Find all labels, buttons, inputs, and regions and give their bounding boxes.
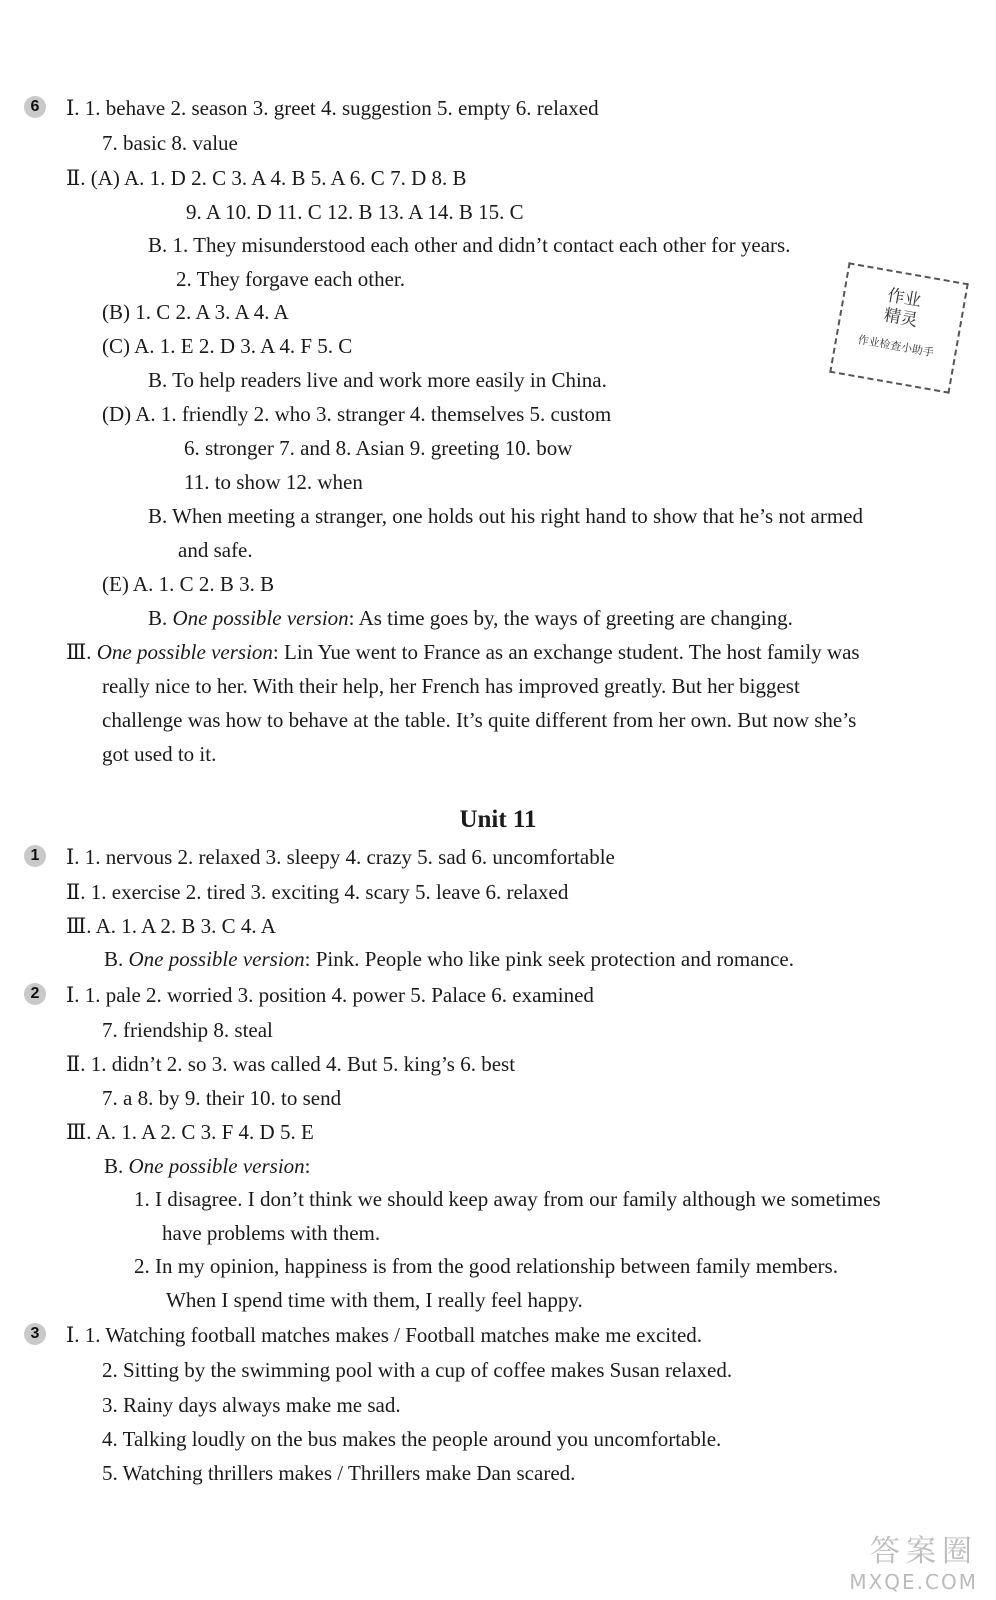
answer-line: got used to it. xyxy=(102,742,217,766)
answer-line: 7. basic 8. value xyxy=(102,131,238,155)
answer-line: 3. Rainy days always make me sad. xyxy=(102,1393,401,1417)
watermark-url: MXQE.COM xyxy=(849,1570,978,1594)
answer-line xyxy=(104,946,794,972)
answer-line: have problems with them. xyxy=(162,1221,381,1245)
answer-line: 6. stronger 7. and 8. Asian 9. greeting 10. bow xyxy=(184,436,573,460)
answer-line: When I spend time with them, I really feel happy. xyxy=(166,1288,583,1312)
watermark-logo xyxy=(849,1526,978,1594)
italic-label: One possible version xyxy=(128,947,305,971)
answer-line: B. To help readers live and work more easily in China. xyxy=(148,368,607,392)
answer-line: and safe. xyxy=(178,538,253,562)
answer-line: B. When meeting a stranger, one holds out his right hand to show that he’s not armed xyxy=(148,504,863,528)
answer-line: 4. Talking loudly on the bus makes the people around you uncomfortable. xyxy=(102,1427,722,1451)
answer-line: 2. They forgave each other. xyxy=(176,267,405,291)
stamp-title: 作业 精灵 xyxy=(882,285,923,331)
answer-line: challenge was how to behave at the table. It’s quite different from her own. But now she’s xyxy=(102,708,857,732)
answer-line: 2. In my opinion, happiness is from the good relationship between family members. xyxy=(134,1254,838,1278)
line-prefix: B. xyxy=(104,1154,129,1178)
italic-label: One possible version xyxy=(172,606,349,630)
answer-line: Ⅱ. 1. exercise 2. tired 3. exciting 4. scary 5. leave 6. relaxed xyxy=(66,880,569,904)
answer-line: B. 1. They misunderstood each other and didn’t contact each other for years. xyxy=(148,233,791,257)
answer-line xyxy=(104,1153,311,1179)
section-badge-6: 6 xyxy=(24,96,46,118)
answer-line: (D) A. 1. friendly 2. who 3. stranger 4. themselves 5. custom xyxy=(102,402,612,426)
answer-line: Ⅱ. (A) A. 1. D 2. C 3. A 4. B 5. A 6. C 7. D 8. B xyxy=(66,166,467,190)
watermark-text: 答案圈 xyxy=(870,1534,978,1569)
answer-line: Ⅰ. 1. nervous 2. relaxed 3. sleepy 4. crazy 5. sad 6. uncomfortable xyxy=(66,845,615,869)
answer-line: Ⅰ. 1. Watching football matches makes / Football matches make me excited. xyxy=(66,1323,703,1347)
answer-line: 11. to show 12. when xyxy=(184,470,363,494)
line-prefix: B. xyxy=(148,606,173,630)
unit-title: Unit 11 xyxy=(459,806,537,833)
answer-line: 1. I disagree. I don’t think we should keep away from our family although we sometimes xyxy=(134,1187,881,1211)
section-badge-2: 2 xyxy=(24,983,46,1005)
line-prefix: B. xyxy=(104,947,129,971)
section-badge-1: 1 xyxy=(24,845,46,867)
stamp-subtitle: 作业检查小助手 xyxy=(856,333,935,360)
answer-line: (B) 1. C 2. A 3. A 4. A xyxy=(102,300,289,324)
line-text: : Lin Yue went to France as an exchange student. The host family was xyxy=(272,640,860,664)
answer-line: Ⅱ. 1. didn’t 2. so 3. was called 4. But 5. king’s 6. best xyxy=(66,1052,516,1076)
stamp-seal xyxy=(829,262,969,393)
answer-line: Ⅲ. A. 1. A 2. C 3. F 4. D 5. E xyxy=(66,1120,314,1144)
answer-line xyxy=(148,605,793,631)
answer-line: 7. a 8. by 9. their 10. to send xyxy=(102,1086,342,1110)
line-prefix: Ⅲ. xyxy=(66,640,97,664)
section-badge-3: 3 xyxy=(24,1323,46,1345)
answer-line: 7. friendship 8. steal xyxy=(102,1018,273,1042)
answer-line: really nice to her. With their help, her French has improved greatly. But her biggest xyxy=(102,674,800,698)
answer-line xyxy=(66,639,860,665)
answer-line: Ⅲ. A. 1. A 2. B 3. C 4. A xyxy=(66,914,276,938)
answer-line: 5. Watching thrillers makes / Thrillers make Dan scared. xyxy=(102,1461,576,1485)
answer-line: (E) A. 1. C 2. B 3. B xyxy=(102,572,275,596)
answer-line: 2. Sitting by the swimming pool with a cup of coffee makes Susan relaxed. xyxy=(102,1358,733,1382)
italic-label: One possible version xyxy=(128,1154,305,1178)
answer-line: Ⅰ. 1. pale 2. worried 3. position 4. power 5. Palace 6. examined xyxy=(66,983,594,1007)
answer-line: 9. A 10. D 11. C 12. B 13. A 14. B 15. C xyxy=(186,200,524,224)
line-text: : As time goes by, the ways of greeting are changing. xyxy=(348,606,793,630)
answer-line: (C) A. 1. E 2. D 3. A 4. F 5. C xyxy=(102,334,353,358)
italic-label: One possible version xyxy=(96,640,273,664)
line-text: : xyxy=(304,1154,311,1178)
line-text: : Pink. People who like pink seek protection and romance. xyxy=(304,947,794,971)
answer-line: Ⅰ. 1. behave 2. season 3. greet 4. suggestion 5. empty 6. relaxed xyxy=(66,96,599,120)
